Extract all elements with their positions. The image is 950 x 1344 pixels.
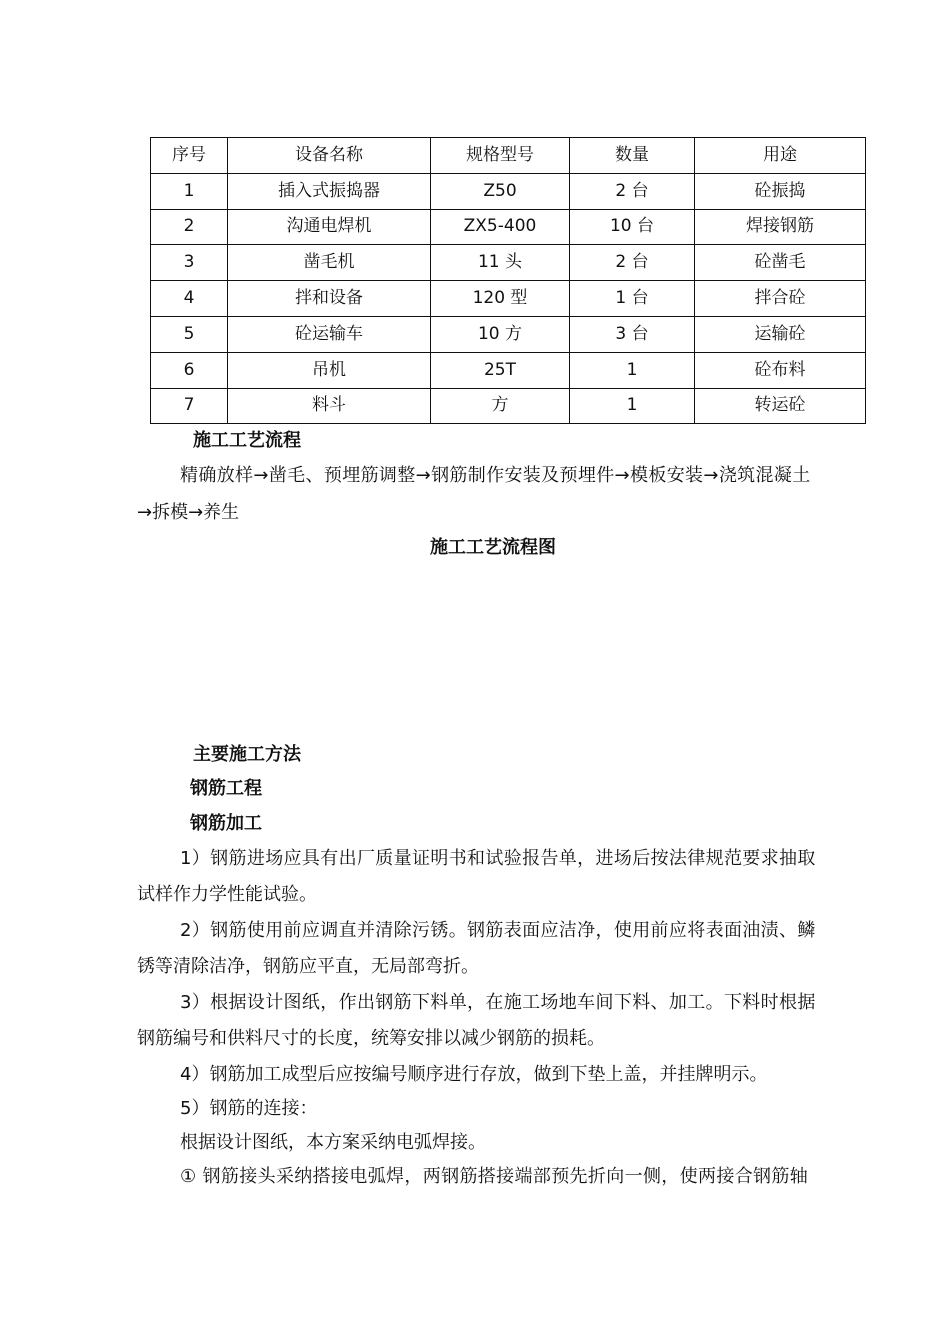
table-cell: 1: [570, 352, 695, 388]
table-cell: 1 台: [570, 281, 695, 317]
table-row: [151, 245, 866, 281]
table-cell: Z50: [431, 173, 570, 209]
process-flow-line2: →拆模→养生: [137, 502, 240, 523]
table-cell: 7: [151, 388, 228, 424]
equipment-table: [150, 137, 866, 424]
table-cell: 砼布料: [695, 352, 866, 388]
method-item-4: 4）钢筋加工成型后应按编号顺序进行存放，做到下垫上盖，并挂牌明示。: [180, 1064, 768, 1085]
process-heading: 施工工艺流程: [193, 430, 301, 451]
method-item-3-line2: 钢筋编号和供料尺寸的长度，统筹安排以减少钢筋的损耗。: [137, 1028, 605, 1049]
table-cell: 运输砼: [695, 316, 866, 352]
table-cell: 25T: [431, 352, 570, 388]
table-cell: 10 方: [431, 316, 570, 352]
table-header-cell: 设备名称: [228, 138, 431, 174]
method-item-2-line2: 锈等清除洁净，钢筋应平直，无局部弯折。: [137, 956, 479, 977]
method-item-3-line1: 3）根据设计图纸，作出钢筋下料单，在施工场地车间下料、加工。下料时根据: [180, 992, 816, 1013]
table-header-cell: 数量: [570, 138, 695, 174]
table-cell: 6: [151, 352, 228, 388]
table-cell: 5: [151, 316, 228, 352]
table-row: [151, 173, 866, 209]
table-row: [151, 388, 866, 424]
methods-heading: 主要施工方法: [193, 744, 301, 765]
process-flow-line1: 精确放样→凿毛、预埋筋调整→钢筋制作安装及预埋件→模板安装→浇筑混凝土: [180, 465, 811, 486]
method-item-1-line1: 1）钢筋进场应具有出厂质量证明书和试验报告单，进场后按法律规范要求抽取: [180, 848, 816, 869]
welding-item-1: ① 钢筋接头采纳搭接电弧焊，两钢筋搭接端部预先折向一侧，使两接合钢筋轴: [180, 1166, 809, 1187]
method-item-5: 5）钢筋的连接：: [180, 1098, 318, 1119]
table-cell: 4: [151, 281, 228, 317]
table-cell: 3: [151, 245, 228, 281]
table-header-cell: 规格型号: [431, 138, 570, 174]
rebar-works-heading: 钢筋工程: [190, 778, 262, 799]
rebar-processing-heading: 钢筋加工: [190, 813, 262, 834]
table-cell: ZX5-400: [431, 209, 570, 245]
table-cell: 砼振捣: [695, 173, 866, 209]
table-cell: 吊机: [228, 352, 431, 388]
table-cell: 砼运输车: [228, 316, 431, 352]
table-cell: 焊接钢筋: [695, 209, 866, 245]
table-cell: 2 台: [570, 173, 695, 209]
table-cell: 沟通电焊机: [228, 209, 431, 245]
flow-chart-title: 施工工艺流程图: [430, 537, 556, 558]
equipment-table-body: [151, 138, 866, 424]
table-cell: 料斗: [228, 388, 431, 424]
table-cell: 凿毛机: [228, 245, 431, 281]
table-cell: 2: [151, 209, 228, 245]
table-header-row: [151, 138, 866, 174]
table-cell: 11 头: [431, 245, 570, 281]
table-header-cell: 序号: [151, 138, 228, 174]
table-cell: 插入式振捣器: [228, 173, 431, 209]
table-cell: 拌和设备: [228, 281, 431, 317]
table-cell: 2 台: [570, 245, 695, 281]
table-cell: 10 台: [570, 209, 695, 245]
table-cell: 拌合砼: [695, 281, 866, 317]
table-row: [151, 281, 866, 317]
table-header-cell: 用途: [695, 138, 866, 174]
table-cell: 1: [570, 388, 695, 424]
table-cell: 3 台: [570, 316, 695, 352]
table-cell: 方: [431, 388, 570, 424]
table-cell: 转运砼: [695, 388, 866, 424]
method-item-1-line2: 试样作力学性能试验。: [137, 884, 317, 905]
table-cell: 砼凿毛: [695, 245, 866, 281]
table-cell: 1: [151, 173, 228, 209]
table-row: [151, 316, 866, 352]
table-row: [151, 209, 866, 245]
table-row: [151, 352, 866, 388]
welding-intro: 根据设计图纸，本方案采纳电弧焊接。: [180, 1132, 486, 1153]
method-item-2-line1: 2）钢筋使用前应调直并清除污锈。钢筋表面应洁净，使用前应将表面油渍、鳞: [180, 920, 816, 941]
table-cell: 120 型: [431, 281, 570, 317]
